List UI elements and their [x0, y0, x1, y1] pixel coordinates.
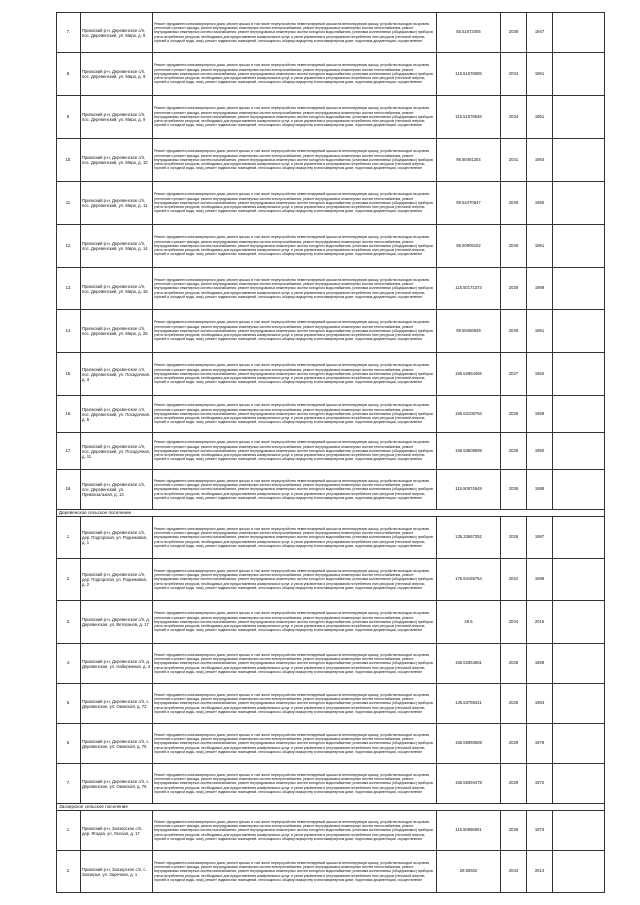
works-description-cell: Ремонт фундамента многоквартирного дома, ремонт крыши, в том числе переустройство невентилируемой крыши на вентилируемую крышу, устройство выходов на кровлю, утепление и ремонт фасада, ремонт внутридомовых инженерных систем электроснабжения, ремонт внутридомовых инженерных систем теплоснабжения, ремонт внутридомовых инженерных систем газоснабжения, ремонт внутридомовых инженерных систем холодного водоснабжения, установка коллективных (общедомовых) приборов учета потребления ресурсов, необходимых для предоставления коммунальных услуг, и узлов управления и регулирования потребления этих ресурсов (тепловой энергии, горячей и холодной воды, газа), ремонт подвальных помещений, относящихся к общему имуществу в многоквартирном доме, подготовка документации, осуществление: [153, 764, 437, 804]
address-cell: Приокский р-н, Деревенское с/п, пос. Деревенский, ул. Посадочная, д. 3: [81, 353, 153, 396]
plan-year-cell: 2029: [501, 764, 527, 804]
address-cell: Приокский р-н, Заозерское с/п, дер. Ягодка, ул. Лесная, д. 17: [81, 811, 153, 851]
table-row: [57, 851, 605, 893]
area-cell: 135.53759421: [437, 684, 501, 724]
build-year-cell: 1950: [527, 433, 553, 470]
works-description-cell: Ремонт фундамента многоквартирного дома, ремонт крыши, в том числе переустройство невентилируемой крыши на вентилируемую крышу, устройство выходов на кровлю, утепление и ремонт фасада, ремонт внутридомовых инженерных систем электроснабжения, ремонт внутридомовых инженерных систем теплоснабжения, ремонт внутридомовых инженерных систем газоснабжения, ремонт внутридомовых инженерных систем холодного водоснабжения, установка коллективных (общедомовых) приборов учета потребления ресурсов, необходимых для предоставления коммунальных услуг, и узлов управления и регулирования потребления этих ресурсов (тепловой энергии, горячей и холодной воды, газа), ремонт подвальных помещений, относящихся к общему имуществу в многоквартирном доме, подготовка документации, осуществление: [153, 470, 437, 510]
area-cell: 155.55960569: [437, 724, 501, 764]
address-cell: Приокский р-н, Деревенское с/п, с. Деревенское, ул. Окинская, д. 75: [81, 724, 153, 764]
row-number: 17.: [57, 433, 81, 470]
table-row: [57, 559, 605, 601]
address-cell: Приокский р-н, Деревенское с/п, с. Деревенское, ул. Окинская, д. 72: [81, 684, 153, 724]
area-cell: 115.50566601: [437, 811, 501, 851]
address-cell: Приокский р-н, Деревенское с/п, дер. Подгорская, ул. Родниковая, д. 2: [81, 559, 153, 601]
table-row: [57, 517, 605, 559]
plan-year-cell: 2040: [501, 310, 527, 353]
empty-cell: [553, 13, 605, 53]
table-row: [57, 396, 605, 433]
row-number: 5.: [57, 684, 81, 724]
area-cell: 28.50602: [437, 851, 501, 893]
table-row: [57, 182, 605, 225]
row-number: 15.: [57, 353, 81, 396]
table-row: [57, 13, 605, 53]
empty-cell: [553, 225, 605, 268]
plan-year-cell: 2026: [501, 644, 527, 684]
area-cell: 155.53105754: [437, 396, 501, 433]
address-cell: Приокский р-н, Деревенское с/п, пос. Деревенский, ул. Посадочная, д. 5: [81, 396, 153, 433]
build-year-cell: 1961: [527, 225, 553, 268]
row-number: 16.: [57, 396, 81, 433]
row-number: 2.: [57, 559, 81, 601]
table-row: [57, 470, 605, 510]
area-cell: 115.50974549: [437, 470, 501, 510]
address-cell: Приокский р-н, Деревенское с/п, с. Деревенское, ул. Окинская, д. 76: [81, 764, 153, 804]
build-year-cell: 2016: [527, 601, 553, 644]
table-row: [57, 684, 605, 724]
empty-cell: [553, 470, 605, 510]
area-cell: 155.53364581: [437, 644, 501, 684]
empty-cell: [553, 684, 605, 724]
empty-cell: [553, 433, 605, 470]
empty-cell: [553, 182, 605, 225]
works-description-cell: Ремонт фундамента многоквартирного дома, ремонт крыши, в том числе переустройство невентилируемой крыши на вентилируемую крышу, устройство выходов на кровлю, утепление и ремонт фасада, ремонт внутридомовых инженерных систем электроснабжения, ремонт внутридомовых инженерных систем теплоснабжения, ремонт внутридомовых инженерных систем газоснабжения, ремонт внутридомовых инженерных систем холодного водоснабжения, установка коллективных (общедомовых) приборов учета потребления ресурсов, необходимых для предоставления коммунальных услуг, и узлов управления и регулирования потребления этих ресурсов (тепловой энергии, горячей и холодной воды, газа), ремонт подвальных помещений, относящихся к общему имуществу в многоквартирном доме, подготовка документации, осуществление: [153, 644, 437, 684]
area-cell: 28.5: [437, 601, 501, 644]
works-description-cell: Ремонт фундамента многоквартирного дома, ремонт крыши, в том числе переустройство невентилируемой крыши на вентилируемую крышу, устройство выходов на кровлю, утепление и ремонт фасада, ремонт внутридомовых инженерных систем электроснабжения, ремонт внутридомовых инженерных систем теплоснабжения, ремонт внутридомовых инженерных систем газоснабжения, ремонт внутридомовых инженерных систем холодного водоснабжения, установка коллективных (общедомовых) приборов учета потребления ресурсов, необходимых для предоставления коммунальных услуг, и узлов управления и регулирования потребления этих ресурсов (тепловой энергии, горячей и холодной воды, газа), ремонт подвальных помещений, относящихся к общему имуществу в многоквартирном доме, подготовка документации, осуществление: [153, 353, 437, 396]
section-header-row: [57, 804, 605, 811]
works-description-cell: Ремонт фундамента многоквартирного дома, ремонт крыши, в том числе переустройство невентилируемой крыши на вентилируемую крышу, устройство выходов на кровлю, утепление и ремонт фасада, ремонт внутридомовых инженерных систем электроснабжения, ремонт внутридомовых инженерных систем теплоснабжения, ремонт внутридомовых инженерных систем газоснабжения, ремонт внутридомовых инженерных систем холодного водоснабжения, установка коллективных (общедомовых) приборов учета потребления ресурсов, необходимых для предоставления коммунальных услуг, и узлов управления и регулирования потребления этих ресурсов (тепловой энергии, горячей и холодной воды, газа), ремонт подвальных помещений, относящихся к общему имуществу в многоквартирном доме, подготовка документации, осуществление: [153, 13, 437, 53]
works-description-cell: Ремонт фундамента многоквартирного дома, ремонт крыши, в том числе переустройство невентилируемой крыши на вентилируемую крышу, устройство выходов на кровлю, утепление и ремонт фасада, ремонт внутридомовых инженерных систем электроснабжения, ремонт внутридомовых инженерных систем теплоснабжения, ремонт внутридомовых инженерных систем газоснабжения, ремонт внутридомовых инженерных систем холодного водоснабжения, установка коллективных (общедомовых) приборов учета потребления ресурсов, необходимых для предоставления коммунальных услуг, и узлов управления и регулирования потребления этих ресурсов (тепловой энергии, горячей и холодной воды, газа), ремонт подвальных помещений, относящихся к общему имуществу в многоквартирном доме, подготовка документации, осуществление: [153, 811, 437, 851]
row-number: 9.: [57, 96, 81, 139]
build-year-cell: 1968: [527, 644, 553, 684]
works-description-cell: Ремонт фундамента многоквартирного дома, ремонт крыши, в том числе переустройство невентилируемой крыши на вентилируемую крышу, устройство выходов на кровлю, утепление и ремонт фасада, ремонт внутридомовых инженерных систем электроснабжения, ремонт внутридомовых инженерных систем теплоснабжения, ремонт внутридомовых инженерных систем газоснабжения, ремонт внутридомовых инженерных систем холодного водоснабжения, установка коллективных (общедомовых) приборов учета потребления ресурсов, необходимых для предоставления коммунальных услуг, и узлов управления и регулирования потребления этих ресурсов (тепловой энергии, горячей и холодной воды, газа), ремонт подвальных помещений, относящихся к общему имуществу в многоквартирном доме, подготовка документации, осуществление: [153, 225, 437, 268]
area-cell: 155.55394478: [437, 764, 501, 804]
area-cell: 155.53606589: [437, 433, 501, 470]
works-description-cell: Ремонт фундамента многоквартирного дома, ремонт крыши, в том числе переустройство невентилируемой крыши на вентилируемую крышу, устройство выходов на кровлю, утепление и ремонт фасада, ремонт внутридомовых инженерных систем электроснабжения, ремонт внутридомовых инженерных систем теплоснабжения, ремонт внутридомовых инженерных систем газоснабжения, ремонт внутридомовых инженерных систем холодного водоснабжения, установка коллективных (общедомовых) приборов учета потребления ресурсов, необходимых для предоставления коммунальных услуг, и узлов управления и регулирования потребления этих ресурсов (тепловой энергии, горячей и холодной воды, газа), ремонт подвальных помещений, относящихся к общему имуществу в многоквартирном доме, подготовка документации, осуществление: [153, 96, 437, 139]
empty-cell: [553, 811, 605, 851]
plan-year-cell: 2026: [501, 517, 527, 559]
row-number: 11.: [57, 182, 81, 225]
address-cell: Приокский р-н, Деревенское с/п, пос. Деревенский, ул. Мира, д. 8: [81, 13, 153, 53]
works-description-cell: Ремонт фундамента многоквартирного дома, ремонт крыши, в том числе переустройство невентилируемой крыши на вентилируемую крышу, устройство выходов на кровлю, утепление и ремонт фасада, ремонт внутридомовых инженерных систем электроснабжения, ремонт внутридомовых инженерных систем теплоснабжения, ремонт внутридомовых инженерных систем газоснабжения, ремонт внутридомовых инженерных систем холодного водоснабжения, установка коллективных (общедомовых) приборов учета потребления ресурсов, необходимых для предоставления коммунальных услуг, и узлов управления и регулирования потребления этих ресурсов (тепловой энергии, горячей и холодной воды, газа), ремонт подвальных помещений, относящихся к общему имуществу в многоквартирном доме, подготовка документации, осуществление: [153, 433, 437, 470]
address-cell: Приокский р-н, Деревенское с/п, пос. Деревенский, ул. Мира, д. 16: [81, 268, 153, 310]
area-cell: 175.54165754: [437, 559, 501, 601]
works-description-cell: Ремонт фундамента многоквартирного дома, ремонт крыши, в том числе переустройство невентилируемой крыши на вентилируемую крышу, устройство выходов на кровлю, утепление и ремонт фасада, ремонт внутридомовых инженерных систем электроснабжения, ремонт внутридомовых инженерных систем теплоснабжения, ремонт внутридомовых инженерных систем газоснабжения, ремонт внутридомовых инженерных систем холодного водоснабжения, установка коллективных (общедомовых) приборов учета потребления ресурсов, необходимых для предоставления коммунальных услуг, и узлов управления и регулирования потребления этих ресурсов (тепловой энергии, горячей и холодной воды, газа), ремонт подвальных помещений, относящихся к общему имуществу в многоквартирном доме, подготовка документации, осуществление: [153, 559, 437, 601]
empty-cell: [553, 96, 605, 139]
table-row: [57, 601, 605, 644]
table-row: [57, 96, 605, 139]
area-cell: 65.51673405: [437, 13, 501, 53]
empty-cell: [553, 353, 605, 396]
table-row: [57, 139, 605, 182]
plan-year-cell: 2029: [501, 724, 527, 764]
works-description-cell: Ремонт фундамента многоквартирного дома, ремонт крыши, в том числе переустройство невентилируемой крыши на вентилируемую крышу, устройство выходов на кровлю, утепление и ремонт фасада, ремонт внутридомовых инженерных систем электроснабжения, ремонт внутридомовых инженерных систем теплоснабжения, ремонт внутридомовых инженерных систем газоснабжения, ремонт внутридомовых инженерных систем холодного водоснабжения, установка коллективных (общедомовых) приборов учета потребления ресурсов, необходимых для предоставления коммунальных услуг, и узлов управления и регулирования потребления этих ресурсов (тепловой энергии, горячей и холодной воды, газа), ремонт подвальных помещений, относящихся к общему имуществу в многоквартирном доме, подготовка документации, осуществление: [153, 139, 437, 182]
row-number: 3.: [57, 601, 81, 644]
empty-cell: [553, 396, 605, 433]
works-description-cell: Ремонт фундамента многоквартирного дома, ремонт крыши, в том числе переустройство невентилируемой крыши на вентилируемую крышу, устройство выходов на кровлю, утепление и ремонт фасада, ремонт внутридомовых инженерных систем электроснабжения, ремонт внутридомовых инженерных систем теплоснабжения, ремонт внутридомовых инженерных систем газоснабжения, ремонт внутридомовых инженерных систем холодного водоснабжения, установка коллективных (общедомовых) приборов учета потребления ресурсов, необходимых для предоставления коммунальных услуг, и узлов управления и регулирования потребления этих ресурсов (тепловой энергии, горячей и холодной воды, газа), ремонт подвальных помещений, относящихся к общему имуществу в многоквартирном доме, подготовка документации, осуществление: [153, 684, 437, 724]
table-row: [57, 644, 605, 684]
build-year-cell: 1989: [527, 268, 553, 310]
plan-year-cell: 2034: [501, 96, 527, 139]
address-cell: Приокский р-н, Деревенское с/п, пос. Деревенский, ул. Привокзальная, д. 13: [81, 470, 153, 510]
build-year-cell: 1959: [527, 396, 553, 433]
address-cell: Приокский р-н, Деревенское с/п, пос. Деревенский, ул. Посадочная, д. 11: [81, 433, 153, 470]
build-year-cell: 1964: [527, 139, 553, 182]
row-number: 4.: [57, 644, 81, 684]
row-number: 2.: [57, 851, 81, 893]
row-number: 7.: [57, 13, 81, 53]
area-cell: 95.50491304: [437, 139, 501, 182]
empty-cell: [553, 764, 605, 804]
empty-cell: [553, 559, 605, 601]
section-title: Деревенское сельское поселение: [57, 510, 605, 517]
table-row: [57, 811, 605, 851]
build-year-cell: 1984: [527, 684, 553, 724]
row-number: 18.: [57, 470, 81, 510]
table-row: [57, 724, 605, 764]
address-cell: Приокский р-н, Деревенское с/п, пос. Деревенский, ул. Мира, д. 11: [81, 182, 153, 225]
table-row: [57, 268, 605, 310]
area-cell: 115.51678548: [437, 96, 501, 139]
works-description-cell: Ремонт фундамента многоквартирного дома, ремонт крыши, в том числе переустройство невентилируемой крыши на вентилируемую крышу, устройство выходов на кровлю, утепление и ремонт фасада, ремонт внутридомовых инженерных систем электроснабжения, ремонт внутридомовых инженерных систем теплоснабжения, ремонт внутридомовых инженерных систем газоснабжения, ремонт внутридомовых инженерных систем холодного водоснабжения, установка коллективных (общедомовых) приборов учета потребления ресурсов, необходимых для предоставления коммунальных услуг, и узлов управления и регулирования потребления этих ресурсов (тепловой энергии, горячей и холодной воды, газа), ремонт подвальных помещений, относящихся к общему имуществу в многоквартирном доме, подготовка документации, осуществление: [153, 724, 437, 764]
plan-year-cell: 2034: [501, 53, 527, 96]
works-description-cell: Ремонт фундамента многоквартирного дома, ремонт крыши, в том числе переустройство невентилируемой крыши на вентилируемую крышу, устройство выходов на кровлю, утепление и ремонт фасада, ремонт внутридомовых инженерных систем электроснабжения, ремонт внутридомовых инженерных систем теплоснабжения, ремонт внутридомовых инженерных систем газоснабжения, ремонт внутридомовых инженерных систем холодного водоснабжения, установка коллективных (общедомовых) приборов учета потребления ресурсов, необходимых для предоставления коммунальных услуг, и узлов управления и регулирования потребления этих ресурсов (тепловой энергии, горячей и холодной воды, газа), ремонт подвальных помещений, относящихся к общему имуществу в многоквартирном доме, подготовка документации, осуществление: [153, 517, 437, 559]
build-year-cell: 1961: [527, 96, 553, 139]
build-year-cell: 1952: [527, 353, 553, 396]
row-number: 1.: [57, 517, 81, 559]
area-cell: 135.33667352: [437, 517, 501, 559]
plan-year-cell: 2036: [501, 470, 527, 510]
plan-year-cell: 2041: [501, 139, 527, 182]
build-year-cell: 1972: [527, 764, 553, 804]
works-description-cell: Ремонт фундамента многоквартирного дома, ремонт крыши, в том числе переустройство невентилируемой крыши на вентилируемую крышу, устройство выходов на кровлю, утепление и ремонт фасада, ремонт внутридомовых инженерных систем электроснабжения, ремонт внутридомовых инженерных систем теплоснабжения, ремонт внутридомовых инженерных систем газоснабжения, ремонт внутридомовых инженерных систем холодного водоснабжения, установка коллективных (общедомовых) приборов учета потребления ресурсов, необходимых для предоставления коммунальных услуг, и узлов управления и регулирования потребления этих ресурсов (тепловой энергии, горячей и холодной воды, газа), ремонт подвальных помещений, относящихся к общему имуществу в многоквартирном доме, подготовка документации, осуществление: [153, 396, 437, 433]
row-number: 7.: [57, 764, 81, 804]
plan-year-cell: 2040: [501, 182, 527, 225]
works-description-cell: Ремонт фундамента многоквартирного дома, ремонт крыши, в том числе переустройство невентилируемой крыши на вентилируемую крышу, устройство выходов на кровлю, утепление и ремонт фасада, ремонт внутридомовых инженерных систем электроснабжения, ремонт внутридомовых инженерных систем теплоснабжения, ремонт внутридомовых инженерных систем газоснабжения, ремонт внутридомовых инженерных систем холодного водоснабжения, установка коллективных (общедомовых) приборов учета потребления ресурсов, необходимых для предоставления коммунальных услуг, и узлов управления и регулирования потребления этих ресурсов (тепловой энергии, горячей и холодной воды, газа), ремонт подвальных помещений, относящихся к общему имуществу в многоквартирном доме, подготовка документации, осуществление: [153, 268, 437, 310]
plan-year-cell: 2027: [501, 353, 527, 396]
table-row: [57, 764, 605, 804]
works-description-cell: Ремонт фундамента многоквартирного дома, ремонт крыши, в том числе переустройство невентилируемой крыши на вентилируемую крышу, устройство выходов на кровлю, утепление и ремонт фасада, ремонт внутридомовых инженерных систем электроснабжения, ремонт внутридомовых инженерных систем теплоснабжения, ремонт внутридомовых инженерных систем газоснабжения, ремонт внутридомовых инженерных систем холодного водоснабжения, установка коллективных (общедомовых) приборов учета потребления ресурсов, необходимых для предоставления коммунальных услуг, и узлов управления и регулирования потребления этих ресурсов (тепловой энергии, горячей и холодной воды, газа), ремонт подвальных помещений, относящихся к общему имуществу в многоквартирном доме, подготовка документации, осуществление: [153, 182, 437, 225]
row-number: 1.: [57, 811, 81, 851]
empty-cell: [553, 517, 605, 559]
build-year-cell: 1978: [527, 724, 553, 764]
address-cell: Приокский р-н, Деревенское с/п, дер. Подгорская, ул. Родниковая, д. 1: [81, 517, 153, 559]
area-cell: 115.51678508: [437, 53, 501, 96]
build-year-cell: 1947: [527, 13, 553, 53]
row-number: 12.: [57, 225, 81, 268]
build-year-cell: 1961: [527, 53, 553, 96]
plan-year-cell: 2044: [501, 601, 527, 644]
empty-cell: [553, 724, 605, 764]
plan-year-cell: 2025: [501, 684, 527, 724]
address-cell: Приокский р-н, Заозерское с/п, с. Заозерье, ул. Заречная, д. 1: [81, 851, 153, 893]
area-cell: 95.50909102: [437, 225, 501, 268]
capital-repair-table: [56, 12, 605, 893]
empty-cell: [553, 268, 605, 310]
plan-year-cell: 2038: [501, 811, 527, 851]
plan-year-cell: 2029: [501, 268, 527, 310]
build-year-cell: 1988: [527, 559, 553, 601]
table-row: [57, 433, 605, 470]
row-number: 6.: [57, 724, 81, 764]
address-cell: Приокский р-н, Деревенское с/п, пос. Деревенский, ул. Мира, д. 25: [81, 310, 153, 353]
build-year-cell: 2014: [527, 851, 553, 893]
address-cell: Приокский р-н, Деревенское с/п, пос. Деревенский, ул. Мира, д. 14: [81, 225, 153, 268]
address-cell: Приокский р-н, Деревенское с/п, пос. Деревенский, ул. Мира, д. 9: [81, 96, 153, 139]
empty-cell: [553, 53, 605, 96]
build-year-cell: 1960: [527, 182, 553, 225]
plan-year-cell: 2026: [501, 396, 527, 433]
table-row: [57, 310, 605, 353]
row-number: 13.: [57, 268, 81, 310]
empty-cell: [553, 139, 605, 182]
area-cell: 95.50456849: [437, 310, 501, 353]
plan-year-cell: 2025: [501, 433, 527, 470]
empty-cell: [553, 851, 605, 893]
works-description-cell: Ремонт фундамента многоквартирного дома, ремонт крыши, в том числе переустройство невентилируемой крыши на вентилируемую крышу, устройство выходов на кровлю, утепление и ремонт фасада, ремонт внутридомовых инженерных систем электроснабжения, ремонт внутридомовых инженерных систем теплоснабжения, ремонт внутридомовых инженерных систем газоснабжения, ремонт внутридомовых инженерных систем холодного водоснабжения, установка коллективных (общедомовых) приборов учета потребления ресурсов, необходимых для предоставления коммунальных услуг, и узлов управления и регулирования потребления этих ресурсов (тепловой энергии, горячей и холодной воды, газа), ремонт подвальных помещений, относящихся к общему имуществу в многоквартирном доме, подготовка документации, осуществление: [153, 851, 437, 893]
address-cell: Приокский р-н, Деревенское с/п, д. Деревенская, ул. Набережная, д. 4: [81, 644, 153, 684]
plan-year-cell: 2040: [501, 225, 527, 268]
table-row: [57, 53, 605, 96]
area-cell: 155.52864465: [437, 353, 501, 396]
row-number: 8.: [57, 53, 81, 96]
row-number: 14.: [57, 310, 81, 353]
build-year-cell: 1961: [527, 310, 553, 353]
table-row: [57, 353, 605, 396]
works-description-cell: Ремонт фундамента многоквартирного дома, ремонт крыши, в том числе переустройство невентилируемой крыши на вентилируемую крышу, устройство выходов на кровлю, утепление и ремонт фасада, ремонт внутридомовых инженерных систем электроснабжения, ремонт внутридомовых инженерных систем теплоснабжения, ремонт внутридомовых инженерных систем газоснабжения, ремонт внутридомовых инженерных систем холодного водоснабжения, установка коллективных (общедомовых) приборов учета потребления ресурсов, необходимых для предоставления коммунальных услуг, и узлов управления и регулирования потребления этих ресурсов (тепловой энергии, горячей и холодной воды, газа), ремонт подвальных помещений, относящихся к общему имуществу в многоквартирном доме, подготовка документации, осуществление: [153, 310, 437, 353]
section-title: Заозерское сельское поселение: [57, 804, 605, 811]
build-year-cell: 1973: [527, 811, 553, 851]
empty-cell: [553, 644, 605, 684]
row-number: 10.: [57, 139, 81, 182]
section-header-row: [57, 510, 605, 517]
empty-cell: [553, 601, 605, 644]
empty-cell: [553, 310, 605, 353]
address-cell: Приокский р-н, Деревенское с/п, пос. Деревенский, ул. Мира, д. 9: [81, 53, 153, 96]
address-cell: Приокский р-н, Деревенское с/п, д. Деревенская, ул. Ветеранов, д. 17: [81, 601, 153, 644]
address-cell: Приокский р-н, Деревенское с/п, пос. Деревенский, ул. Мира, д. 10: [81, 139, 153, 182]
plan-year-cell: 2038: [501, 13, 527, 53]
works-description-cell: Ремонт фундамента многоквартирного дома, ремонт крыши, в том числе переустройство невентилируемой крыши на вентилируемую крышу, устройство выходов на кровлю, утепление и ремонт фасада, ремонт внутридомовых инженерных систем электроснабжения, ремонт внутридомовых инженерных систем теплоснабжения, ремонт внутридомовых инженерных систем газоснабжения, ремонт внутридомовых инженерных систем холодного водоснабжения, установка коллективных (общедомовых) приборов учета потребления ресурсов, необходимых для предоставления коммунальных услуг, и узлов управления и регулирования потребления этих ресурсов (тепловой энергии, горячей и холодной воды, газа), ремонт подвальных помещений, относящихся к общему имуществу в многоквартирном доме, подготовка документации, осуществление: [153, 53, 437, 96]
build-year-cell: 1988: [527, 470, 553, 510]
table-row: [57, 225, 605, 268]
build-year-cell: 1987: [527, 517, 553, 559]
area-cell: 95.52470547: [437, 182, 501, 225]
area-cell: 115.50171373: [437, 268, 501, 310]
works-description-cell: Ремонт фундамента многоквартирного дома, ремонт крыши, в том числе переустройство невентилируемой крыши на вентилируемую крышу, устройство выходов на кровлю, утепление и ремонт фасада, ремонт внутридомовых инженерных систем электроснабжения, ремонт внутридомовых инженерных систем теплоснабжения, ремонт внутридомовых инженерных систем газоснабжения, ремонт внутридомовых инженерных систем холодного водоснабжения, установка коллективных (общедомовых) приборов учета потребления ресурсов, необходимых для предоставления коммунальных услуг, и узлов управления и регулирования потребления этих ресурсов (тепловой энергии, горячей и холодной воды, газа), ремонт подвальных помещений, относящихся к общему имуществу в многоквартирном доме, подготовка документации, осуществление: [153, 601, 437, 644]
plan-year-cell: 2022: [501, 559, 527, 601]
plan-year-cell: 2044: [501, 851, 527, 893]
